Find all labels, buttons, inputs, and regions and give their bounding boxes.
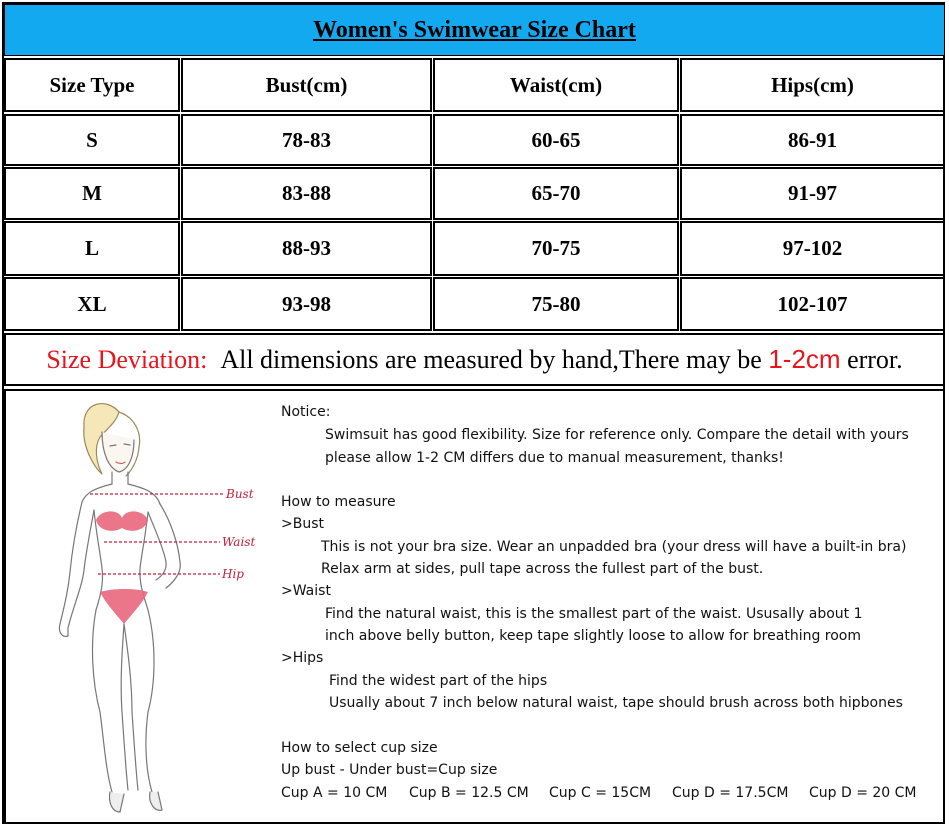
hips-cell-xl: 102-107 — [680, 277, 945, 331]
size-cell-m: M — [4, 167, 180, 220]
size-deviation-row — [4, 333, 945, 386]
chart-title: Women's Swimwear Size Chart — [313, 16, 636, 43]
hips-line-2: Usually about 7 inch below natural waist, tape should brush across both hipbones — [329, 695, 903, 711]
size-deviation-text: All dimensions are measured by hand,There may be — [220, 344, 762, 374]
cup-b-value: Cup B = 12.5 CM — [409, 785, 529, 801]
waist-cell-m: 65-70 — [433, 167, 679, 220]
bust-heading: >Bust — [281, 516, 324, 532]
cup-c-value: Cup C = 15CM — [549, 785, 652, 801]
bust-line-2: Relax arm at sides, pull tape across the fullest part of the bust. — [321, 561, 764, 577]
bust-cell-m: 83-88 — [181, 167, 432, 220]
notice-heading: Notice: — [281, 404, 331, 420]
chart-title-bar — [4, 4, 945, 56]
hips-cell-l: 97-102 — [680, 221, 945, 276]
waist-cell-l: 70-75 — [433, 221, 679, 276]
bust-cell-s: 78-83 — [181, 114, 432, 166]
notice-line-2: please allow 1-2 CM differs due to manual measurement, thanks! — [325, 450, 784, 466]
cup-d-alt-value: Cup D = 20 CM — [809, 785, 917, 801]
hips-heading: >Hips — [281, 650, 324, 666]
waist-line-2: inch above belly button, keep tape slightly loose to allow for breathing room — [325, 628, 862, 644]
bust-cell-xl: 93-98 — [181, 277, 432, 331]
figure-illustration — [24, 392, 274, 822]
bust-label: Bust — [226, 487, 254, 501]
waist-cell-xl: 75-80 — [433, 277, 679, 331]
header-hips: Hips(cm) — [680, 58, 945, 112]
bust-line-1: This is not your bra size. Wear an unpadded bra (your dress will have a built-in bra) — [321, 539, 907, 555]
size-cell-xl: XL — [4, 277, 180, 331]
notice-line-1: Swimsuit has good flexibility. Size for reference only. Compare the detail with yours — [325, 427, 909, 443]
cup-a-value: Cup A = 10 CM — [281, 785, 388, 801]
size-deviation-suffix: error. — [847, 344, 903, 374]
hips-cell-m: 91-97 — [680, 167, 945, 220]
cup-size-heading: How to select cup size — [281, 740, 438, 756]
size-cell-s: S — [4, 114, 180, 166]
cup-size-formula: Up bust - Under bust=Cup size — [281, 762, 498, 778]
waist-cell-s: 60-65 — [433, 114, 679, 166]
size-cell-l: L — [4, 221, 180, 276]
hips-line-1: Find the widest part of the hips — [329, 673, 548, 689]
size-deviation-value: 1-2cm — [768, 344, 841, 374]
how-to-measure-heading: How to measure — [281, 494, 396, 510]
hips-cell-s: 86-91 — [680, 114, 945, 166]
hip-label: Hip — [222, 567, 244, 581]
waist-line-1: Find the natural waist, this is the smallest part of the waist. Ususally about 1 — [325, 606, 863, 622]
size-deviation-label: Size Deviation: — [46, 344, 208, 374]
bust-cell-l: 88-93 — [181, 221, 432, 276]
cup-d-value: Cup D = 17.5CM — [672, 785, 789, 801]
header-size-type: Size Type — [4, 58, 180, 112]
waist-label: Waist — [222, 535, 256, 549]
waist-heading: >Waist — [281, 583, 331, 599]
header-bust: Bust(cm) — [181, 58, 432, 112]
header-waist: Waist(cm) — [433, 58, 679, 112]
